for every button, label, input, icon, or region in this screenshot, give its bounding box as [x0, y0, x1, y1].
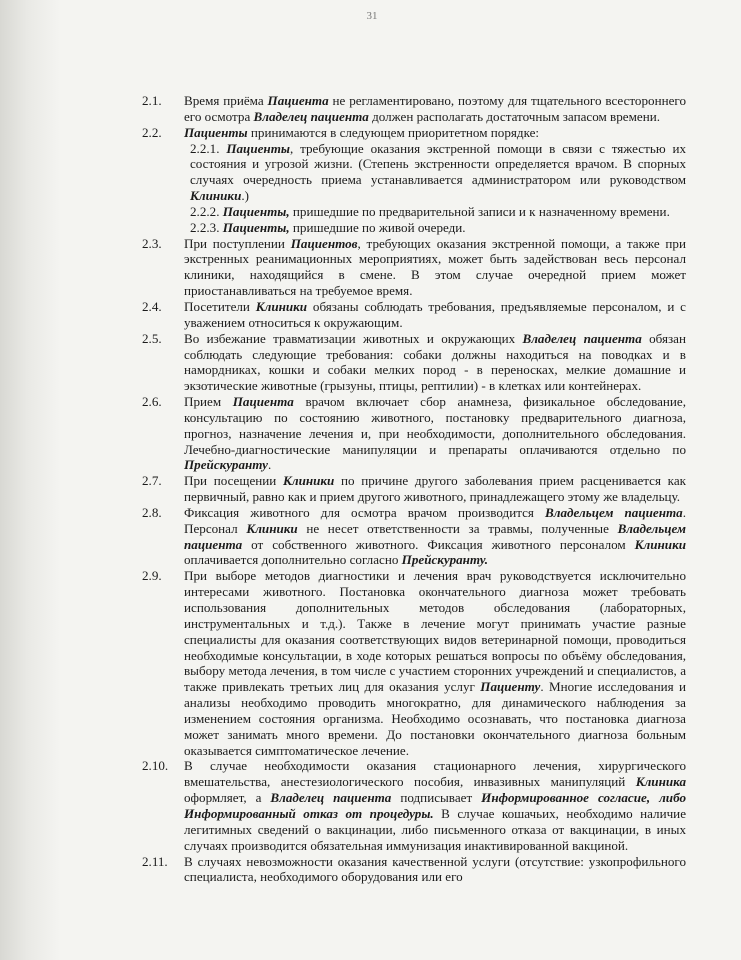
clause-text — [184, 505, 686, 568]
clause-text — [184, 568, 686, 758]
clause-paragraph — [184, 473, 686, 505]
emphasis-text: Пациентов — [290, 235, 358, 251]
emphasis-text: Пациенты — [226, 140, 290, 156]
emphasis-text: Клиники — [634, 536, 686, 552]
sub-clause — [184, 204, 686, 220]
clause-item — [142, 236, 686, 299]
body-text: В случае необходимости оказания стационарного лечения, хирургического вмешательства, анестезиологического пособия, инвазивных манипуляций — [184, 758, 686, 790]
emphasis-text: Клиники — [190, 188, 242, 204]
emphasis-text: Клиника — [635, 774, 686, 790]
body-text: должен располагать достаточным запасом времени. — [368, 108, 660, 124]
body-text: При поступлении — [184, 235, 291, 251]
emphasis-text: Владелец пациента — [270, 790, 392, 806]
emphasis-text: Клиники — [255, 298, 308, 314]
clause-item — [142, 854, 686, 886]
emphasis-text: Владелец пациента — [522, 330, 642, 346]
body-text: 2.2.1. — [190, 140, 227, 156]
clause-item — [142, 505, 686, 568]
emphasis-text: Пациенты — [184, 124, 248, 140]
body-text: принимаются в следующем приоритетном порядке: — [247, 124, 540, 140]
page-number: 31 — [366, 10, 378, 22]
clause-item — [142, 93, 686, 125]
clause-item — [142, 299, 686, 331]
emphasis-text: Владелец пациента — [253, 108, 369, 124]
sub-clause — [184, 220, 686, 236]
body-text: При выборе методов диагностики и лечения врач руководствуется исключительно интересами животного. Постановка окончательного диагноза может требовать использования дополнительных методов обследования (лабораторных, инструментальных и т.д.). Также в лечение могут принимать участие разные специалисты для оказания соответствующих видов ветеринарной помощи, проводиться необходимые консультации, в ходе которых решаться вопросы по объёму обследования, выбору метода лечения, в том числе с участием сторонних учреждений и специалистов, а также привлекать третьих лиц для оказания услуг — [184, 568, 686, 695]
sub-clause — [184, 141, 686, 204]
body-text: пришедшие по живой очереди. — [289, 219, 466, 235]
clause-item — [142, 758, 686, 853]
body-text: 2.2.3. — [190, 219, 223, 235]
clause-paragraph — [184, 236, 686, 299]
body-text: В случаях невозможности оказания качественной услуги (отсутствие: узкопрофильного специалиста, необходимого оборудования или его — [184, 853, 686, 885]
clause-text — [184, 125, 686, 236]
emphasis-text: Прейскуранту. — [401, 552, 489, 568]
page-edge-shadow — [0, 0, 60, 960]
clause-number: 2.7. — [142, 473, 162, 489]
clause-text — [184, 236, 686, 299]
emphasis-text: Прейскуранту — [184, 457, 268, 473]
emphasis-text: Пациенты, — [222, 203, 290, 219]
body-text: по причине другого заболевания прием расценивается как первичный, равно как и прием другого животного, принадлежащего этому же владельцу. — [184, 473, 686, 505]
body-text: обязаны соблюдать требования, предъявляемые персоналом, и с уважением относиться к окружающим. — [184, 298, 686, 330]
clause-item — [142, 125, 686, 236]
emphasis-text: Владельцем пациента — [184, 520, 686, 552]
clause-text — [184, 854, 686, 886]
clause-text — [184, 331, 686, 394]
clause-paragraph — [184, 505, 686, 568]
body-text: .) — [241, 188, 249, 204]
clause-number: 2.6. — [142, 394, 162, 410]
emphasis-text: Пациенты, — [222, 219, 290, 235]
body-text: не регламентировано, поэтому для тщательного всестороннего его осмотра — [184, 93, 686, 124]
body-text: Во избежание травматизации животных и окружающих — [184, 330, 523, 346]
emphasis-text: Клиники — [282, 473, 335, 489]
clause-paragraph — [184, 854, 686, 886]
clause-item — [142, 473, 686, 505]
clause-number: 2.5. — [142, 330, 162, 346]
clause-text — [184, 758, 686, 853]
clause-number: 2.11. — [142, 853, 168, 869]
body-text: не несет ответственности за травмы, полученные — [297, 520, 618, 536]
body-text: , требующие оказания экстренной помощи в связи с тяжестью их состояния и угрозой жизни. (Степень экстренности определяется врачом. В спорных случаях очередность приема устанавливается администратором или руководством — [190, 140, 686, 188]
clause-number: 2.9. — [142, 568, 162, 584]
emphasis-text: Информированное согласие, либо Информированный отказ от процедуры. — [184, 790, 686, 821]
clause-text — [184, 394, 686, 473]
clause-item — [142, 331, 686, 394]
clause-paragraph — [184, 394, 686, 473]
body-text: от собственного животного. Фиксация животного персоналом — [242, 536, 635, 552]
body-text: Время приёма — [184, 93, 268, 108]
body-text: Прием — [184, 394, 233, 410]
body-text: . — [267, 457, 272, 473]
clause-item — [142, 394, 686, 473]
body-text: врачом включает сбор анамнеза, физикальное обследование, консультацию по состоянию животного, постановку предварительного диагноза, прогноз, назначение лечения и, при необходимости, дополнительного обследования. Лечебно-диагностические манипуляции и препараты оплачиваются отдельно по — [184, 394, 686, 457]
emphasis-text: Владельцем пациента — [545, 504, 683, 520]
clause-item — [142, 568, 686, 758]
body-text: . Многие исследования и анализы необходимо проводить многократно, для динамического наблюдения за изменением состояния организма. Необходимо осознавать, что постановка диагноза может занимать много времени. До постановки окончательного диагноза больным оказывается симптоматическое лечение. — [184, 679, 687, 758]
clause-text — [184, 93, 686, 125]
clause-paragraph — [184, 125, 686, 141]
body-text: Посетители — [184, 298, 256, 314]
body-text: , требующих оказания экстренной помощи, а также при экстренных реанимационных мероприятиях, может быть задействован весь персонал клиники, находящийся в смене. В этом случае очередной прием может приостанавливаться на требуемое время. — [184, 235, 686, 299]
body-text: подписывает — [391, 790, 482, 806]
emphasis-text: Пациенту — [480, 679, 541, 695]
clause-text — [184, 473, 686, 505]
body-text: оплачивается дополнительно согласно — [184, 552, 402, 568]
body-text: пришедшие по предварительной записи и к назначенному времени. — [289, 203, 670, 219]
body-text: обязан соблюдать следующие требования: собаки должны находиться на поводках и в намордниках, кошки и собаки мелких пород - в переносках, мелкие домашние и экзотические животные (грызуны, птицы, рептилии) - в клетках или контейнерах. — [184, 330, 686, 394]
clause-number: 2.10. — [142, 758, 169, 774]
clause-paragraph — [184, 299, 686, 331]
body-text: 2.2.2. — [190, 203, 223, 219]
clause-number: 2.4. — [142, 298, 162, 314]
emphasis-text: Клиники — [246, 520, 298, 536]
clause-paragraph — [184, 331, 686, 394]
clause-number: 2.1. — [142, 93, 162, 108]
document-body — [142, 93, 686, 885]
body-text: При посещении — [184, 473, 283, 489]
clause-number: 2.2. — [142, 124, 162, 140]
body-text: В случае кошачьих, необходимо наличие легитимных сведений о вакцинации, либо письменного отказа от вакцинации, в иных случаях производится обязательная иммунизация инактивированной вакциной. — [184, 805, 686, 853]
body-text: Фиксация животного для осмотра врачом производится — [184, 504, 546, 520]
clause-paragraph — [184, 93, 686, 125]
clause-number: 2.8. — [142, 504, 162, 520]
clause-text — [184, 299, 686, 331]
clause-paragraph — [184, 568, 686, 758]
emphasis-text: Пациента — [232, 394, 294, 410]
body-text: оформляет, а — [184, 790, 271, 806]
clause-number: 2.3. — [142, 235, 162, 251]
emphasis-text: Пациента — [267, 93, 329, 108]
body-text: . Персонал — [184, 504, 687, 536]
clause-paragraph — [184, 758, 686, 853]
